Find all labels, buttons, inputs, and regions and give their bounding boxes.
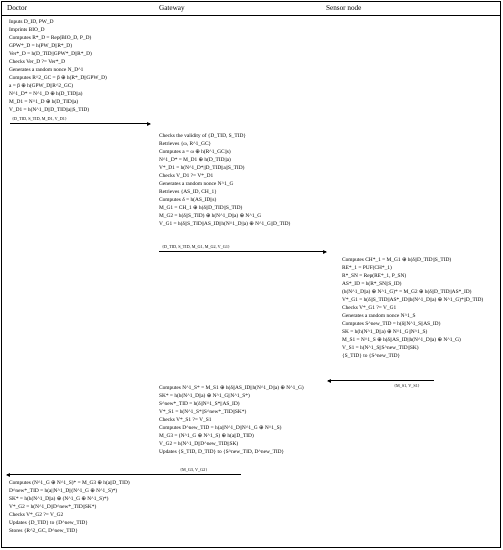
sensor-step: {S_TID} to {S^new_TID} — [342, 353, 401, 359]
message-3-arrow — [328, 380, 434, 381]
gateway-step: V_G1 = h(δ||S_TID||AS_ID||h(N^1_D||a) ⊕ N^1_G||D_TID) — [159, 221, 291, 227]
gateway-step: M_G3 = (N^1_G ⊕ N^1_S) ⊕ h(a||D_TID) — [159, 433, 254, 439]
header-gateway: Gateway — [159, 4, 185, 12]
doctor-step: Updates {D_TID} to {D^new_TID} — [9, 520, 88, 526]
protocol-table — [1, 1, 501, 548]
message-4-arrow — [7, 474, 241, 475]
doctor-step: Computes R*_D = Rep(BIO_D, P_D) — [9, 35, 92, 41]
doctor-step: M_D1 = N^1_D ⊕ h(D_TID||a) — [9, 99, 79, 105]
doctor-step: GPW*_D = h(PW_D||R*_D) — [9, 43, 72, 49]
gateway-step: Computes D^new_TID = h(a||N^1_D||N^1_G ⊕ N^1_S) — [159, 425, 282, 431]
header-rule — [2, 15, 500, 16]
doctor-step: D^new*_TID = h(a||N^1_D||(N^1_G ⊕ N^1_S)*) — [9, 488, 118, 494]
message-2-label: {D_TID, S_TID, M_G1, M_G2, V_G1} — [162, 244, 230, 249]
gateway-step: Computes a = ω ⊕ h(R^1_GC||s) — [159, 149, 231, 155]
gateway-step: M_G2 = h(δ||S_TID) ⊕ h(N^1_D||a) ⊕ N^1_G — [159, 213, 262, 219]
gateway-step: V_G2 = h(N^1_D||D^new_TID||SK) — [159, 441, 239, 447]
gateway-step: M_G1 = CH_1 ⊕ h(δ||D_TID||S_TID) — [159, 205, 243, 211]
header-doctor: Doctor — [7, 4, 27, 12]
gateway-step: Computes N^1_S* = M_S1 ⊕ h(δ||AS_ID||h(N^1_D||a) ⊕ N^1_G) — [159, 385, 304, 391]
sensor-step: Computes S^new_TID = h(δ||N^1_S||AS_ID) — [342, 321, 441, 327]
message-1-arrow — [10, 123, 150, 124]
doctor-step: a = β ⊕ h(GPW_D||R^2_GC) — [9, 83, 74, 89]
message-1-label: {D_TID, S_TID, M_D1, V_D1} — [12, 116, 67, 121]
gateway-step: S^new*_TID = h(δ||N^1_S*||AS_ID) — [159, 401, 240, 407]
gateway-step: Checks the validity of {D_TID, S_TID} — [159, 133, 246, 139]
doctor-step: Inputs D_ID, PW_D — [9, 19, 54, 25]
gateway-step: Checks V_D1 ?= V*_D1 — [159, 173, 214, 179]
gateway-step: Generates a random nonce N^1_G — [159, 181, 234, 187]
message-2-arrow — [159, 251, 326, 252]
sensor-step: RE*_1 = PUF(CH*_1) — [342, 265, 392, 271]
doctor-step: SK* = h(h(N^1_D||a) ⊕ (N^1_G ⊕ N^1_S)*) — [9, 496, 109, 502]
gateway-step: N^1_D* = M_D1 ⊕ h(D_TID||a) — [159, 157, 231, 163]
gateway-step: V*_D1 = h(N^1_D*||D_TID||a||S_TID) — [159, 165, 245, 171]
sensor-step: V_S1 = h(N^1_S||S^new_TID||SK) — [342, 345, 419, 351]
gateway-step: Retrieves {AS_ID, CH_1} — [159, 189, 217, 195]
doctor-step: Generates a random nonce N_D^1 — [9, 67, 84, 73]
doctor-step: Stores {R^2_GC, D^new_TID} — [9, 528, 78, 534]
sensor-step: V*_G1 = h(δ||S_TID||AS*_ID||h(N^1_D||a) ⊕ N^1_G)*||D_TID) — [342, 297, 484, 303]
gateway-step: Checks V*_S1 ?= V_S1 — [159, 417, 212, 423]
gateway-step: V*_S1 = h(N^1_S*||S^new*_TID||SK*) — [159, 409, 247, 415]
sensor-step: (h(N^1_D||a) ⊕ N^1_G)* = M_G2 ⊕ h(δ||D_TID||AS*_ID) — [342, 289, 472, 295]
gateway-step: SK* = h(h(N^1_D||a) ⊕ N^1_G||N^1_S*) — [159, 393, 250, 399]
doctor-step: N^1_D* = N^1_D ⊕ h(D_TID||a) — [9, 91, 83, 97]
message-4-label: {M_G3, V_G2} — [180, 467, 208, 472]
sensor-step: M_S1 = N^1_S ⊕ h(δ||AS_ID||h(N^1_D||a) ⊕ N^1_G) — [342, 337, 461, 343]
doctor-step: Ver*_D = h(D_TID||GPW*_D||R*_D) — [9, 51, 92, 57]
sensor-step: R*_SN = Rep(RE*_1, P_SN) — [342, 273, 407, 279]
sensor-step: Checks V*_G1 ?= V_G1 — [342, 305, 397, 311]
sensor-step: Computes CH*_1 = M_G1 ⊕ h(δ||D_TID||S_TID) — [342, 257, 452, 263]
doctor-step: Computes R^2_GC = β ⊕ h(R*_D||GPW_D) — [9, 75, 107, 81]
doctor-step: Checks V*_G2 ?= V_G2 — [9, 512, 64, 518]
gateway-step: Computes δ = h(AS_ID||s) — [159, 197, 217, 203]
header-sensor: Sensor node — [326, 4, 362, 12]
sensor-step: SK = h(h(N^1_D||a) ⊕ N^1_G||N^1_S) — [342, 329, 428, 335]
gateway-step: Updates {S_TID, D_TID} to {S^new_TID, D^new_TID} — [159, 449, 285, 455]
gateway-step: Retrieves {ω, R^1_GC} — [159, 141, 212, 147]
doctor-step: Computes (N^1_G ⊕ N^1_S)* = M_G3 ⊕ h(a||D_TID) — [9, 480, 130, 486]
sensor-step: AS*_ID = h(R*_SN||S_ID) — [342, 281, 402, 287]
doctor-step: V_D1 = h(N^1_D||D_TID||a||S_TID) — [9, 107, 90, 113]
doctor-step: V*_G2 = h(N^1_D||D^new*_TID||SK*) — [9, 504, 97, 510]
sensor-step: Generates a random nonce N^1_S — [342, 313, 416, 319]
doctor-step: Imprints BIO_D — [9, 27, 45, 33]
doctor-step: Checks Ver_D ?= Ver*_D — [9, 59, 65, 65]
message-3-label: {M_S1, V_S1} — [394, 383, 420, 388]
